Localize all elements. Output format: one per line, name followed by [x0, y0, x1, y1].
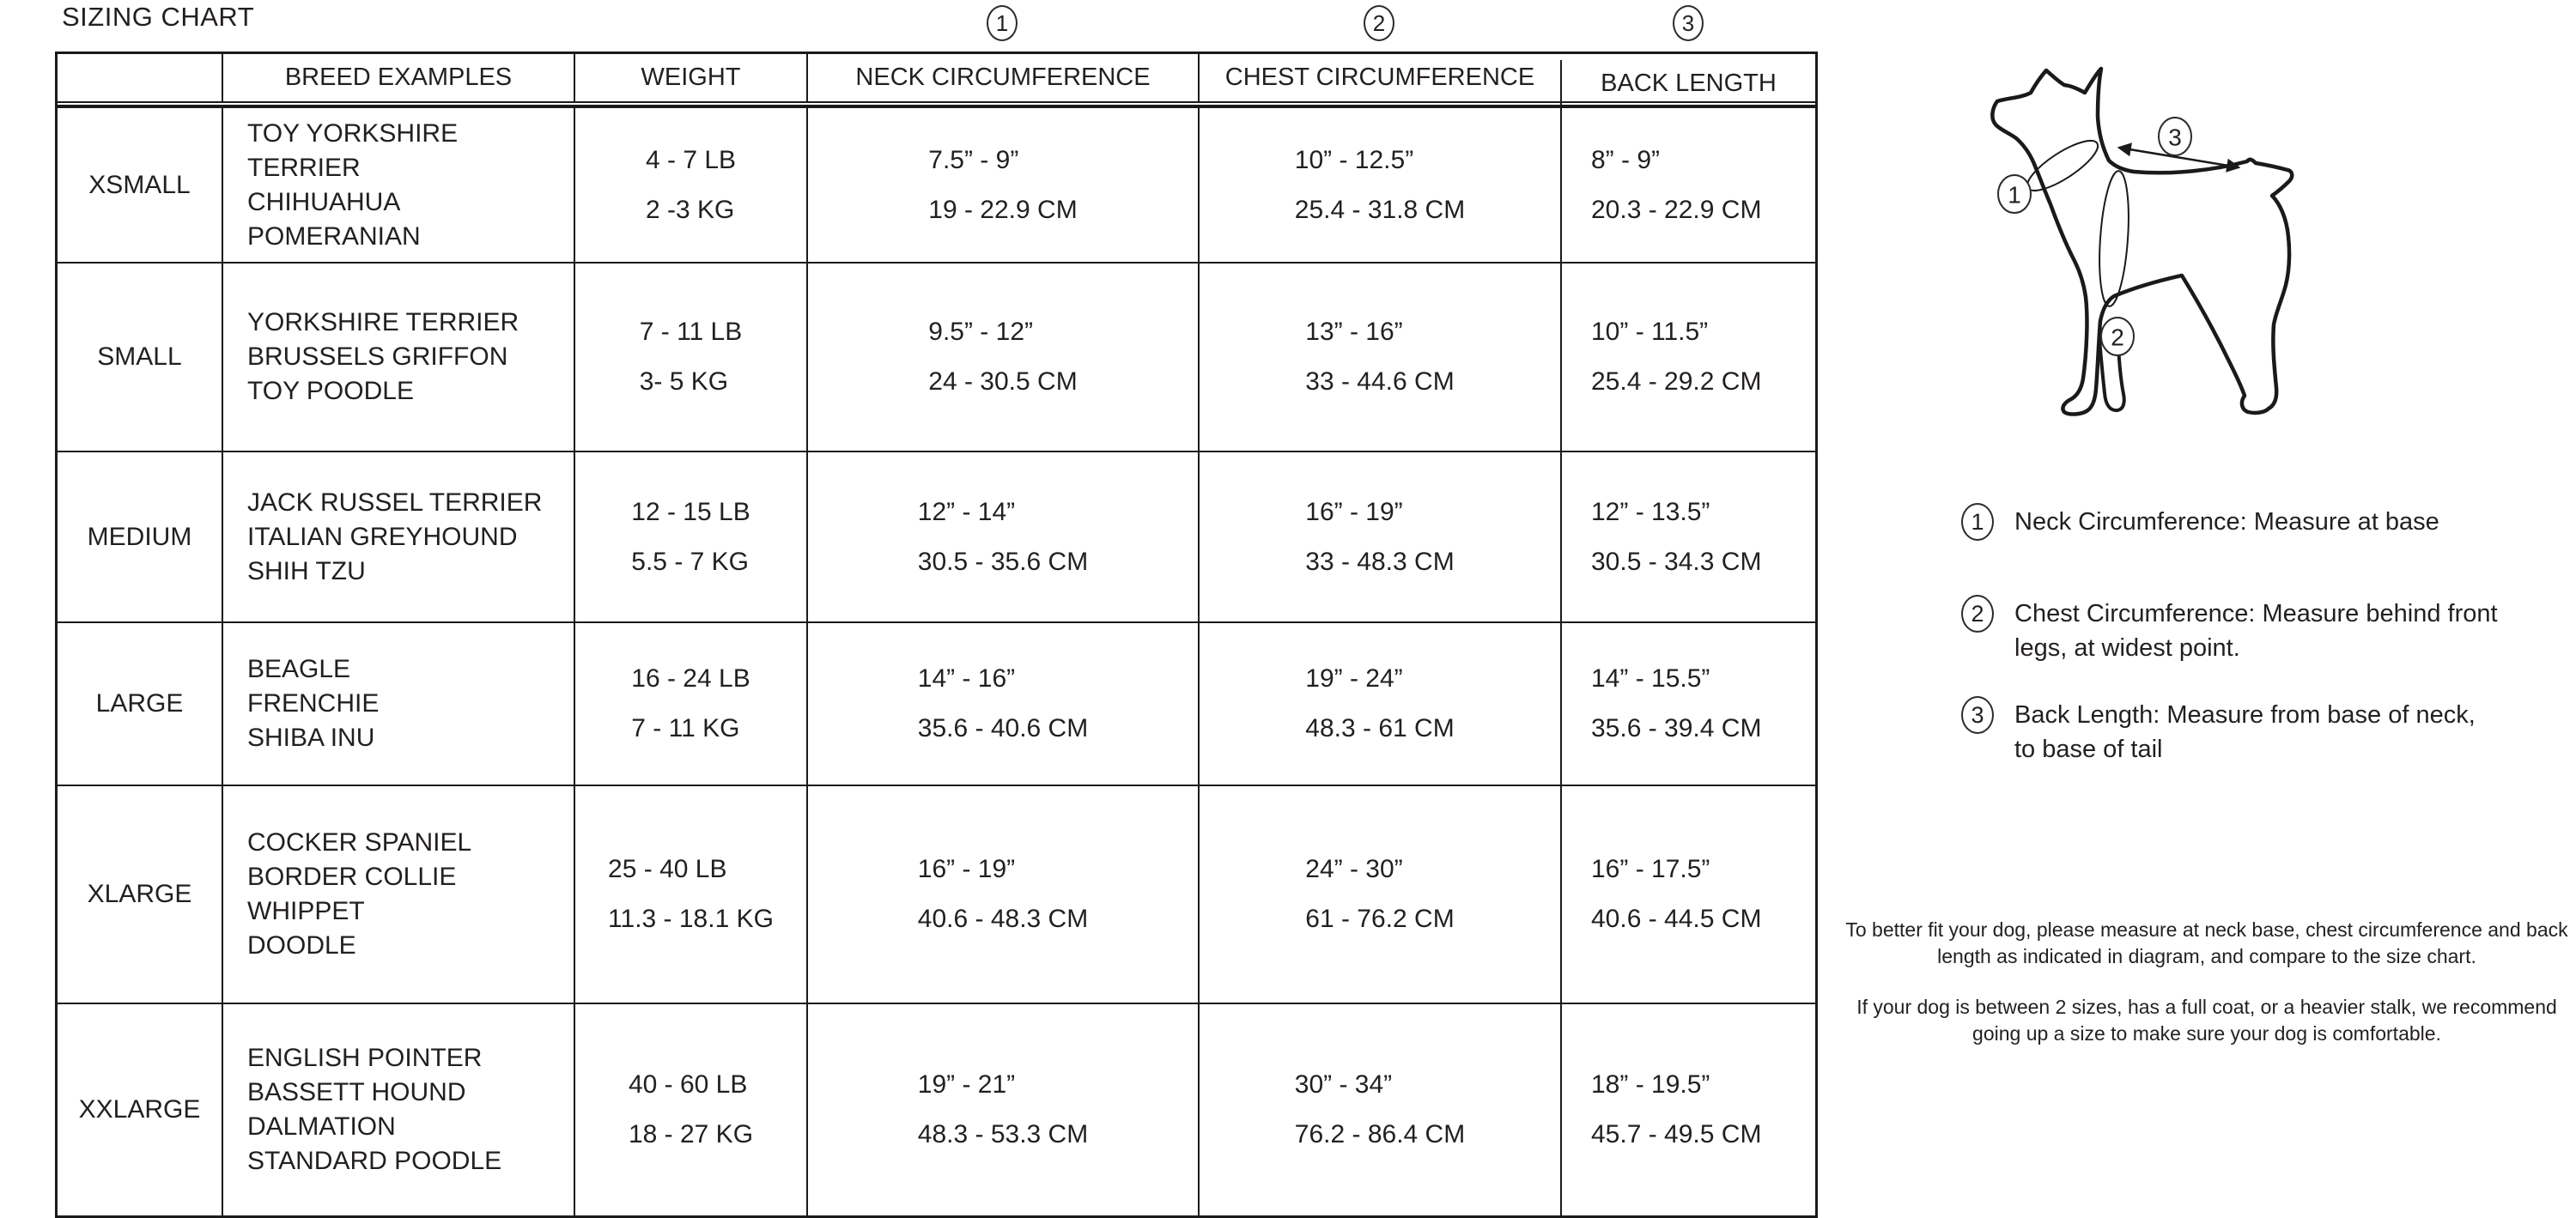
size-label: XXLARGE [78, 1095, 201, 1124]
back-in: 16” - 17.5” [1591, 855, 1710, 883]
neck-cm: 48.3 - 53.3 CM [917, 1120, 1089, 1148]
back-cm: 35.6 - 39.4 CM [1591, 714, 1762, 742]
size-label: SMALL [97, 342, 182, 371]
diagram-marker-2-number: 2 [2111, 324, 2124, 351]
neck-cm: 24 - 30.5 CM [928, 367, 1078, 396]
back-cell [1560, 786, 1815, 1003]
legend-marker-1-number: 1 [1971, 508, 1984, 535]
back-cm: 20.3 - 22.9 CM [1591, 195, 1762, 224]
column-marker-3-number: 3 [1681, 9, 1695, 36]
table-row-large [58, 621, 1815, 785]
table-row-xlarge [58, 785, 1815, 1003]
breeds-cell [222, 452, 574, 621]
back-cm: 45.7 - 49.5 CM [1591, 1120, 1762, 1148]
weight-kg: 5.5 - 7 KG [631, 547, 750, 576]
size-label: XLARGE [87, 880, 192, 908]
neck-in: 14” - 16” [917, 664, 1016, 693]
back-cell [1560, 452, 1815, 621]
chest-cm: 48.3 - 61 CM [1305, 714, 1455, 742]
weight-kg: 3- 5 KG [639, 367, 729, 396]
size-label: LARGE [95, 689, 184, 718]
note-line: going up a size to make sure your dog is comfortable. [1972, 1022, 2441, 1045]
legend-line: legs, at widest point. [2014, 634, 2240, 662]
back-in: 8” - 9” [1591, 145, 1661, 174]
size-cell [58, 264, 222, 451]
legend-marker-3-number: 3 [1971, 701, 1984, 728]
legend-line: Chest Circumference: Measure behind front [2014, 600, 2498, 627]
legend-marker-2-number: 2 [1971, 600, 1984, 627]
chest-in: 19” - 24” [1305, 664, 1403, 693]
weight-lb: 16 - 24 LB [631, 664, 750, 693]
back-cm: 40.6 - 44.5 CM [1591, 905, 1762, 933]
neck-cell [806, 623, 1198, 785]
header-cell-back-length: BACK LENGTH [1560, 60, 1815, 107]
neck-cell [806, 108, 1198, 262]
neck-cell [806, 1004, 1198, 1215]
table-row-xxlarge [58, 1003, 1815, 1215]
breed-line: STANDARD POODLE [247, 1147, 502, 1175]
diagram-marker-3-number: 3 [2168, 124, 2182, 151]
chest-cm: 33 - 44.6 CM [1305, 367, 1455, 396]
chest-in: 13” - 16” [1305, 318, 1403, 346]
fit-note-measure [1842, 917, 2572, 970]
neck-in: 7.5” - 9” [928, 145, 1019, 174]
weight-kg: 11.3 - 18.1 KG [608, 905, 774, 933]
chest-cm: 25.4 - 31.8 CM [1294, 195, 1466, 224]
header-cell-breed-examples: BREED EXAMPLES [222, 54, 574, 101]
table-header-row [58, 54, 1815, 106]
breed-line: DOODLE [247, 931, 356, 960]
page-title: SIZING CHART [62, 2, 255, 32]
back-cell [1560, 623, 1815, 785]
diagram-marker-2-icon [2101, 318, 2134, 355]
breeds-cell [222, 786, 574, 1003]
size-cell [58, 786, 222, 1003]
weight-cell [574, 623, 806, 785]
legend-line: to base of tail [2014, 736, 2163, 763]
legend-line: Back Length: Measure from base of neck, [2014, 701, 2476, 729]
sizing-table [55, 52, 1818, 1218]
weight-lb: 25 - 40 LB [608, 855, 727, 883]
weight-lb: 12 - 15 LB [631, 497, 750, 526]
weight-kg: 7 - 11 KG [631, 714, 740, 742]
neck-cell [806, 786, 1198, 1003]
size-cell [58, 108, 222, 262]
note-line: To better fit your dog, please measure at neck base, chest circumference and back [1845, 918, 2568, 941]
header-cell-empty [58, 54, 222, 101]
breeds-cell [222, 1004, 574, 1215]
weight-lb: 7 - 11 LB [639, 318, 743, 346]
neck-in: 19” - 21” [917, 1070, 1016, 1099]
breed-line: DALMATION [247, 1112, 396, 1141]
column-marker-3-icon [1673, 5, 1704, 41]
breeds-cell [222, 108, 574, 262]
fit-note-between-sizes [1842, 994, 2572, 1047]
breed-line: SHIH TZU [247, 556, 366, 585]
back-cell [1560, 108, 1815, 262]
back-in: 14” - 15.5” [1591, 664, 1710, 693]
chest-cm: 76.2 - 86.4 CM [1294, 1120, 1466, 1148]
neck-cell [806, 264, 1198, 451]
breed-line: JACK RUSSEL TERRIER [247, 488, 543, 517]
header-cell-neck: NECK CIRCUMFERENCE [806, 54, 1198, 101]
legend-marker-3-icon [1961, 696, 1994, 734]
back-cm: 30.5 - 34.3 CM [1591, 547, 1762, 576]
size-cell [58, 452, 222, 621]
neck-in: 16” - 19” [917, 855, 1016, 883]
legend-line: Neck Circumference: Measure at base [2014, 508, 2439, 536]
chest-cell [1198, 623, 1560, 785]
weight-cell [574, 452, 806, 621]
breed-line: COCKER SPANIEL [247, 828, 472, 857]
table-row-xsmall [58, 106, 1815, 262]
header-cell-weight: WEIGHT [574, 54, 806, 101]
breeds-cell [222, 264, 574, 451]
legend-marker-2-icon [1961, 595, 1994, 633]
neck-cm: 35.6 - 40.6 CM [917, 714, 1089, 742]
back-in: 18” - 19.5” [1591, 1070, 1710, 1099]
chest-in: 16” - 19” [1305, 497, 1403, 526]
weight-cell [574, 786, 806, 1003]
chest-in: 10” - 12.5” [1294, 145, 1414, 174]
weight-kg: 2 -3 KG [645, 195, 735, 224]
size-label: MEDIUM [87, 522, 192, 551]
note-line: If your dog is between 2 sizes, has a full coat, or a heavier stalk, we recommend [1856, 996, 2557, 1018]
table-row-small [58, 262, 1815, 451]
breed-line: BASSETT HOUND [247, 1078, 466, 1106]
dog-measurement-diagram [1958, 34, 2576, 464]
legend-text-back [2014, 696, 2476, 767]
weight-cell [574, 264, 806, 451]
neck-in: 9.5” - 12” [928, 318, 1033, 346]
breed-line: FRENCHIE [247, 689, 380, 718]
weight-lb: 4 - 7 LB [645, 145, 737, 174]
breed-line: SHIBA INU [247, 724, 375, 752]
diagram-marker-1-number: 1 [2008, 181, 2021, 209]
legend-item-neck [1961, 503, 2545, 541]
breed-line: BRUSSELS GRIFFON [247, 342, 508, 371]
neck-cm: 40.6 - 48.3 CM [917, 905, 1089, 933]
chest-cell [1198, 1004, 1560, 1215]
size-label: XSMALL [88, 170, 191, 199]
breed-line: POMERANIAN [247, 221, 421, 251]
column-marker-2-number: 2 [1372, 9, 1386, 36]
breed-line: WHIPPET [247, 897, 365, 925]
size-cell [58, 623, 222, 785]
neck-cm: 30.5 - 35.6 CM [917, 547, 1089, 576]
weight-cell [574, 108, 806, 262]
diagram-marker-3-icon [2159, 118, 2191, 155]
legend-text-neck [2014, 503, 2439, 539]
note-line: length as indicated in diagram, and compare to the size chart. [1937, 945, 2476, 967]
size-cell [58, 1004, 222, 1215]
chest-cm: 61 - 76.2 CM [1305, 905, 1455, 933]
breed-line: BORDER COLLIE [247, 863, 457, 891]
legend-item-back [1961, 696, 2545, 767]
chest-cell [1198, 264, 1560, 451]
breed-line: BEAGLE [247, 655, 351, 683]
breed-line: YORKSHIRE TERRIER [247, 308, 519, 336]
chest-cm: 33 - 48.3 CM [1305, 547, 1455, 576]
measurement-legend [1961, 503, 2545, 767]
weight-cell [574, 1004, 806, 1215]
weight-kg: 18 - 27 KG [628, 1120, 754, 1148]
breeds-cell [222, 623, 574, 785]
table-row-medium [58, 451, 1815, 621]
legend-item-chest [1961, 595, 2545, 665]
chest-cell [1198, 108, 1560, 262]
back-cell [1560, 264, 1815, 451]
breed-line: CHIHUAHUA [247, 187, 401, 216]
neck-cm: 19 - 22.9 CM [928, 195, 1078, 224]
chest-cell [1198, 786, 1560, 1003]
legend-text-chest [2014, 595, 2498, 665]
dog-outline-path [1992, 69, 2292, 415]
neck-cell [806, 452, 1198, 621]
diagram-marker-1-icon [1998, 175, 2031, 213]
breed-line: ENGLISH POINTER [247, 1044, 483, 1072]
legend-marker-1-icon [1961, 503, 1994, 541]
back-cm: 25.4 - 29.2 CM [1591, 367, 1762, 396]
back-cell [1560, 1004, 1815, 1215]
breed-line: TOY YORKSHIRE TERRIER [247, 118, 459, 182]
weight-lb: 40 - 60 LB [628, 1070, 748, 1099]
column-marker-2-icon [1364, 5, 1394, 41]
chest-in: 30” - 34” [1294, 1070, 1393, 1099]
column-marker-1-icon [987, 5, 1018, 41]
back-in: 12” - 13.5” [1591, 497, 1710, 526]
chest-in: 24” - 30” [1305, 855, 1403, 883]
chest-cell [1198, 452, 1560, 621]
fit-notes [1842, 917, 2572, 1071]
header-cell-chest: CHEST CIRCUMFERENCE [1198, 54, 1560, 101]
column-marker-1-number: 1 [995, 9, 1009, 36]
breed-line: TOY POODLE [247, 377, 414, 405]
neck-in: 12” - 14” [917, 497, 1016, 526]
breed-line: ITALIAN GREYHOUND [247, 522, 518, 551]
back-in: 10” - 11.5” [1591, 318, 1709, 346]
